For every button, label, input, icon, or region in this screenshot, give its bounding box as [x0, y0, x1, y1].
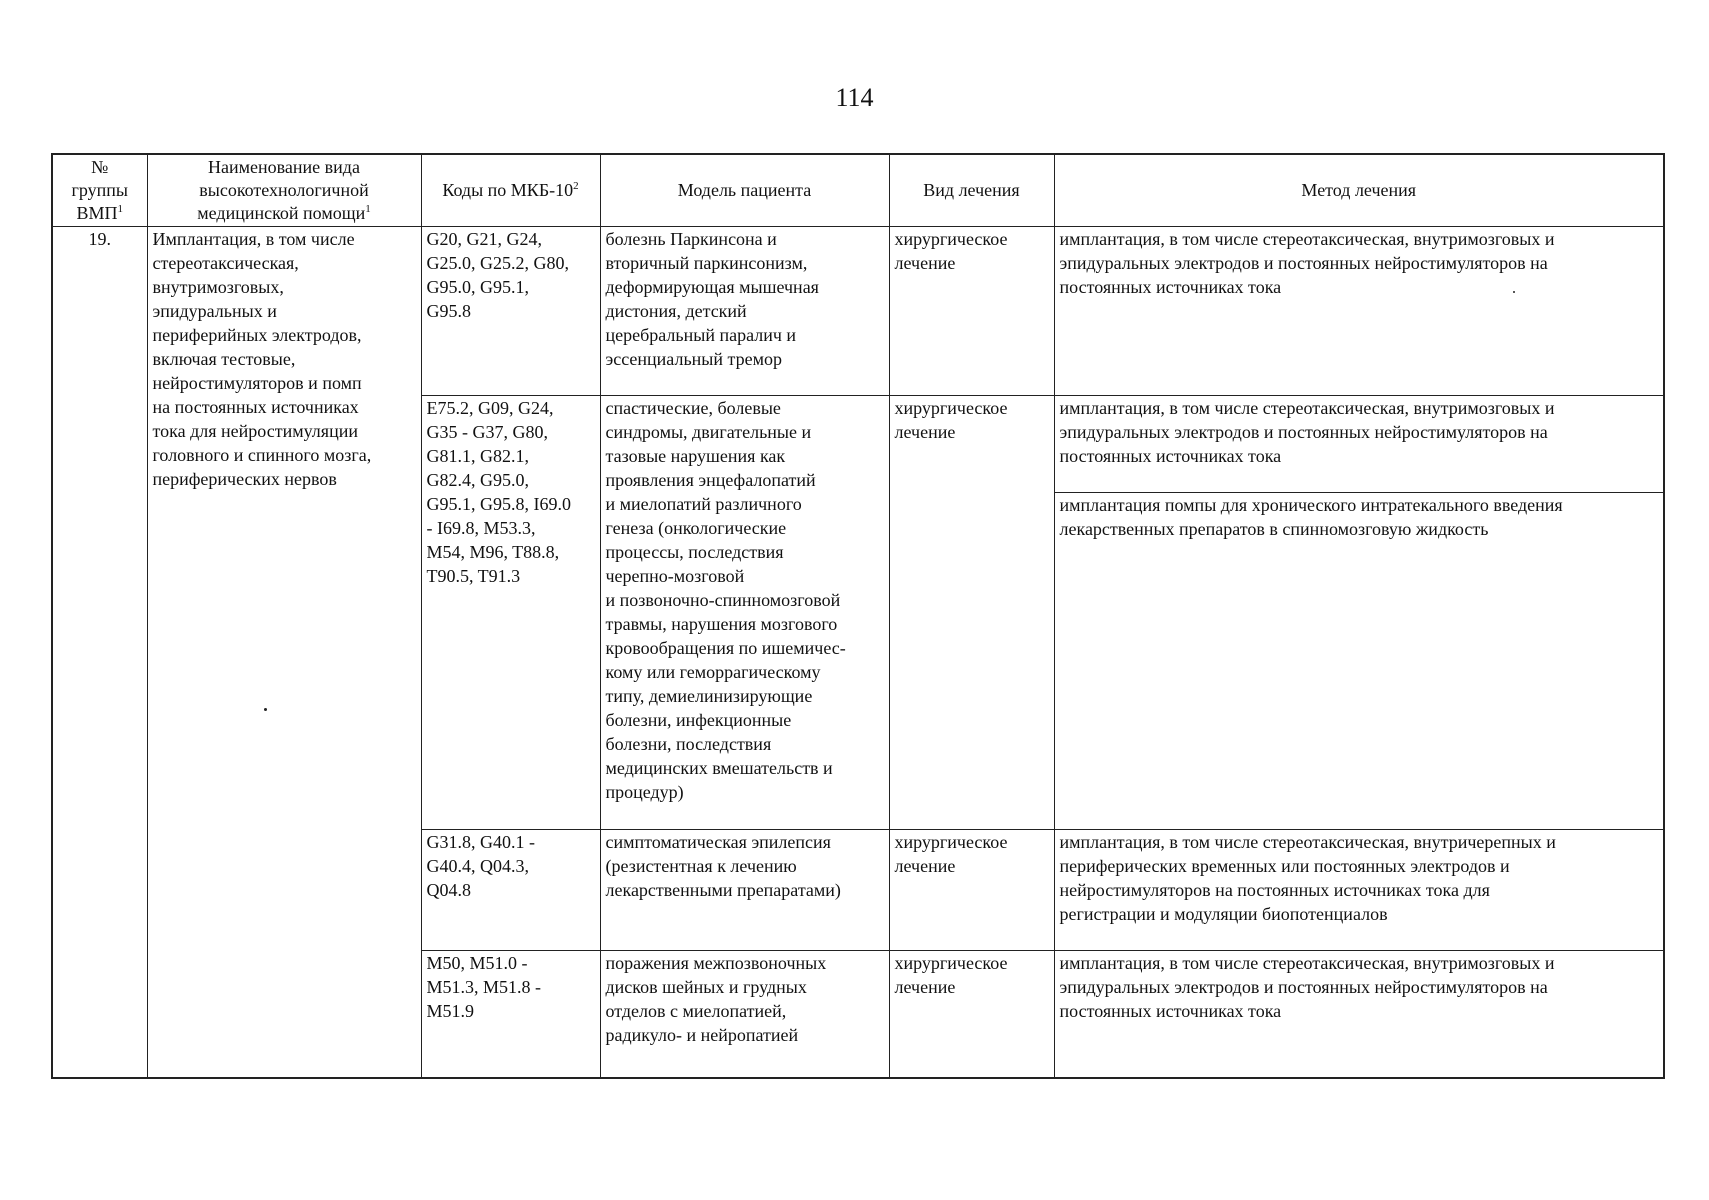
patient-model: поражения межпозвоночных дисков шейных и грудных отделов с миелопатией, радикуло- и нейропатией	[600, 951, 889, 1079]
header-care-type-name: Наименование вида высокотехнологичной медицинской помощи$^1$	[147, 154, 421, 227]
treatment-type: хирургическое лечение	[889, 396, 1054, 830]
scan-speck	[1513, 291, 1515, 293]
header-treatment-type: Вид лечения	[889, 154, 1054, 227]
vmp-table	[51, 153, 1665, 1079]
patient-model: болезнь Паркинсона и вторичный паркинсонизм, деформирующая мышечная дистония, детский церебральный паралич и эссенциальный тремор	[600, 227, 889, 396]
icd-codes: G31.8, G40.1 - G40.4, Q04.3, Q04.8	[421, 830, 600, 951]
table-row	[52, 227, 1664, 396]
header-patient-model: Модель пациента	[600, 154, 889, 227]
group-name: Имплантация, в том числе стереотаксическая, внутримозговых, эпидуральных и периферийных электродов, включая тестовые, нейростимуляторов и помп на постоянных источниках тока для нейростимуляции головного и спинного мозга, периферических нервов	[147, 227, 421, 1079]
patient-model: спастические, болевые синдромы, двигательные и тазовые нарушения как проявления энцефалопатий и миелопатий различного генеза (онкологические процессы, последствия черепно-мозговой и позвоночно-спинномозговой травмы, нарушения мозгового кровообращения по ишемичес- кому или геморрагическому типу, демиелинизирующие болезни, инфекционные болезни, последствия медицинских вмешательств и процедур)	[600, 396, 889, 830]
treatment-method: имплантация помпы для хронического интратекального введения лекарственных препаратов в спинномозговую жидкость	[1054, 493, 1664, 830]
treatment-type: хирургическое лечение	[889, 227, 1054, 396]
treatment-type: хирургическое лечение	[889, 951, 1054, 1079]
icd-codes: M50, M51.0 - M51.3, M51.8 - M51.9	[421, 951, 600, 1079]
header-treatment-method: Метод лечения	[1054, 154, 1664, 227]
header-group-number: № группы ВМП$^1$	[52, 154, 147, 227]
header-icd-codes: Коды по МКБ-$10^2$	[421, 154, 600, 227]
header-row	[52, 154, 1664, 227]
page-number: 114	[835, 83, 874, 112]
scan-speck	[264, 708, 267, 711]
treatment-method: имплантация, в том числе стереотаксическая, внутримозговых и эпидуральных электродов и постоянных нейростимуляторов на постоянных источниках тока	[1054, 227, 1664, 396]
icd-codes: E75.2, G09, G24, G35 - G37, G80, G81.1, G82.1, G82.4, G95.0, G95.1, G95.8, I69.0 - I69.8, M53.3, M54, M96, T88.8, T90.5, T91.3	[421, 396, 600, 830]
patient-model: симптоматическая эпилепсия (резистентная к лечению лекарственными препаратами)	[600, 830, 889, 951]
icd-codes: G20, G21, G24, G25.0, G25.2, G80, G95.0, G95.1, G95.8	[421, 227, 600, 396]
treatment-type: хирургическое лечение	[889, 830, 1054, 951]
treatment-method: имплантация, в том числе стереотаксическая, внутримозговых и эпидуральных электродов и постоянных нейростимуляторов на постоянных источниках тока	[1054, 396, 1664, 493]
group-number: 19.	[52, 227, 147, 1079]
treatment-method: имплантация, в том числе стереотаксическая, внутричерепных и периферических временных или постоянных электродов и нейростимуляторов на постоянных источниках тока для регистрации и модуляции биопотенциалов	[1054, 830, 1664, 951]
treatment-method: имплантация, в том числе стереотаксическая, внутримозговых и эпидуральных электродов и постоянных нейростимуляторов на постоянных источниках тока	[1054, 951, 1664, 1079]
